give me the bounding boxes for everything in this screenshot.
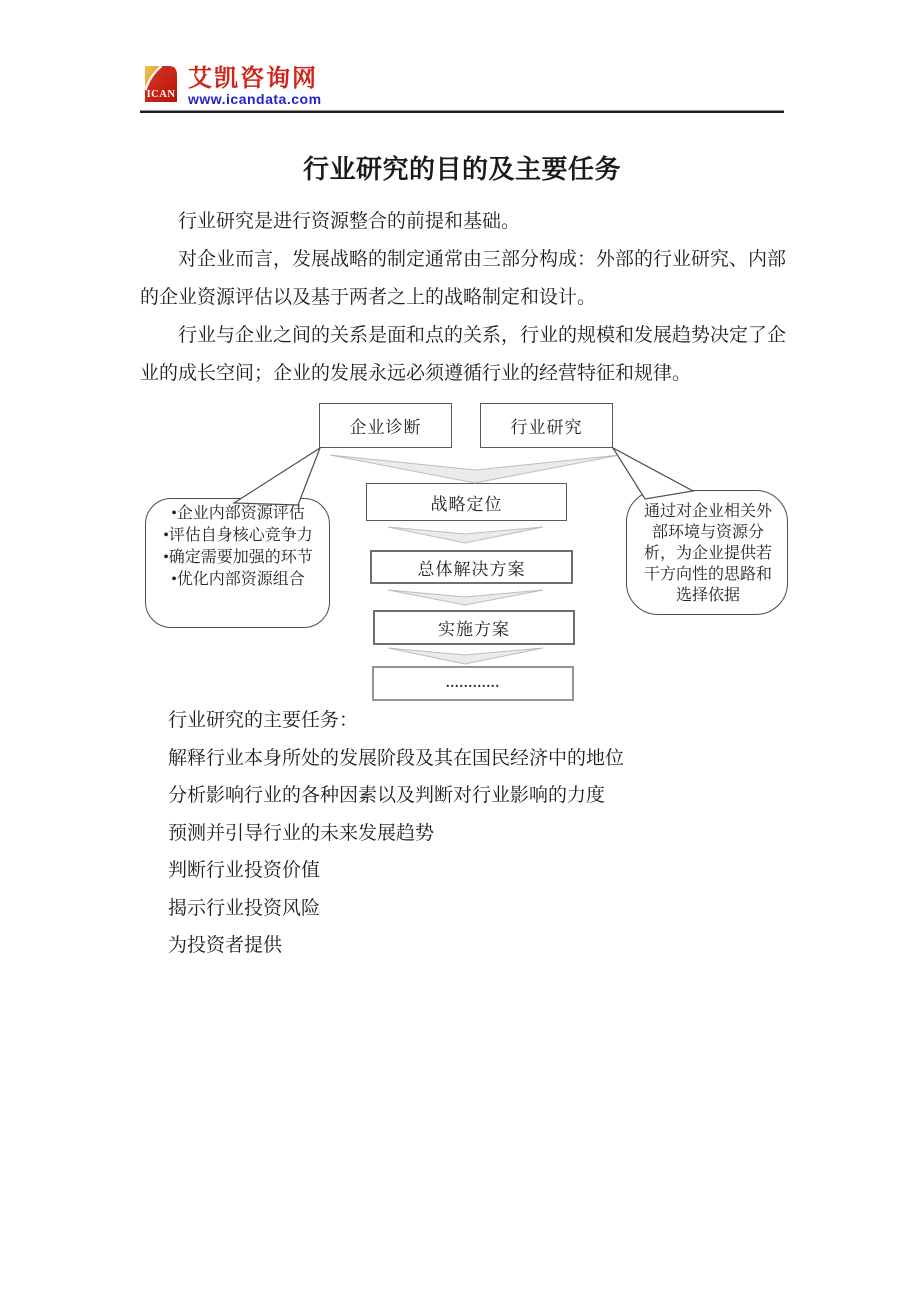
callout-item: •企业内部资源评估 [171, 505, 305, 522]
down-chevron-icon [388, 590, 543, 605]
callout-item: •评估自身核心竞争力 [163, 527, 313, 544]
flow-box-strategic-positioning: 战略定位 [366, 483, 567, 521]
tasks-heading: 行业研究的主要任务： [168, 710, 359, 731]
paragraph: 行业与企业之间的关系是面和点的关系，行业的规模和发展趋势决定了企业的成长空间；企业的发展永远必须遵循行业的经营特征和规律。 [140, 325, 787, 384]
flow-box-enterprise-diagnosis: 企业诊断 [319, 403, 452, 448]
ican-logo-graphic [143, 66, 177, 102]
header-rule [140, 110, 784, 113]
task-item: 揭示行业投资风险 [168, 897, 321, 919]
logo-site-name: 艾凯咨询网 [188, 65, 318, 92]
flow-box-ellipsis: ............ [372, 666, 574, 701]
callout-tail-left [234, 448, 320, 505]
callout-internal-resources [145, 498, 330, 628]
down-chevron-icon [388, 648, 543, 664]
svg-text:ICAN: ICAN [146, 89, 176, 100]
callout-item: •确定需要加强的环节 [163, 549, 313, 566]
flow-box-overall-solution: 总体解决方案 [370, 550, 573, 584]
task-item: 解释行业本身所处的发展阶段及其在国民经济中的地位 [168, 747, 625, 769]
task-item: 为投资者提供 [168, 935, 283, 956]
logo-texts [188, 66, 322, 107]
ican-logo-icon [143, 66, 177, 102]
down-chevron-icon [388, 527, 543, 543]
logo [143, 66, 322, 107]
merge-chevron-icon [330, 455, 620, 483]
callout-item: •优化内部资源组合 [171, 571, 305, 588]
tasks-section [140, 702, 786, 965]
task-item: 分析影响行业的各种因素以及判断对行业影响的力度 [168, 785, 606, 806]
callout-text: 通过对企业相关外部环境与资源分析，为企业提供若干方向性的思路和选择依据 [643, 503, 772, 604]
callout-external-environment [626, 490, 788, 615]
flow-box-industry-research: 行业研究 [480, 403, 613, 448]
page-title: 行业研究的目的及主要任务 [302, 155, 621, 184]
paragraph: 行业研究是进行资源整合的前提和基础。 [178, 211, 521, 232]
task-item: 判断行业投资价值 [168, 860, 321, 881]
task-item: 预测并引导行业的未来发展趋势 [168, 822, 435, 844]
flow-box-implementation-plan: 实施方案 [373, 610, 575, 645]
body-text [140, 203, 786, 393]
strategy-flow-diagram [140, 395, 800, 707]
logo-site-url: www.icandata.com [188, 91, 322, 107]
paragraph: 对企业而言，发展战略的制定通常由三部分构成：外部的行业研究、内部的企业资源评估以及基于两者之上的战略制定和设计。 [140, 249, 787, 308]
